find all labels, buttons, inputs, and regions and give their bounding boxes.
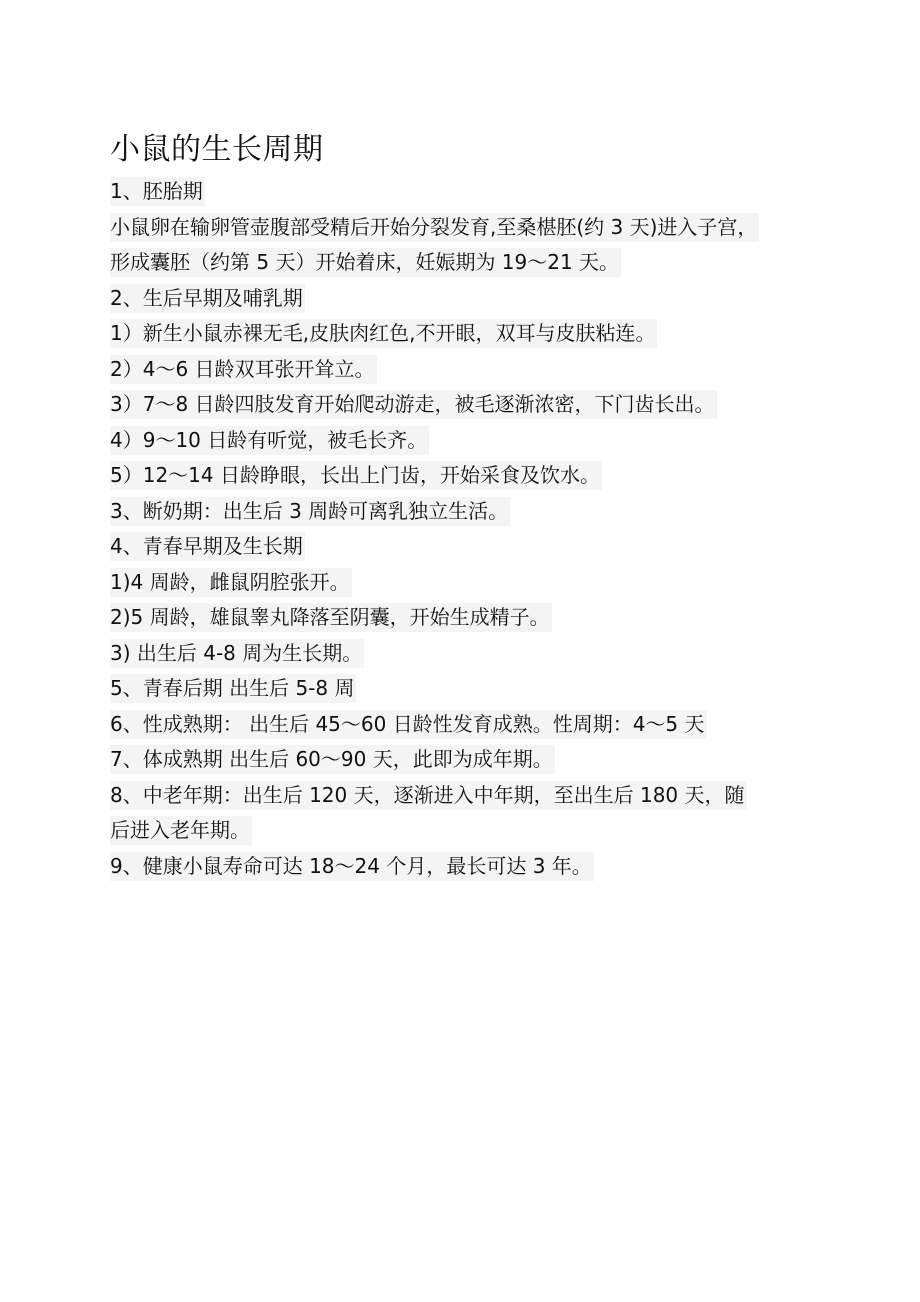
line-text: 1)4 周龄，雌鼠阴腔张开。 (110, 568, 352, 597)
list-item (110, 316, 830, 352)
line-text: 2）4～6 日龄双耳张开耸立。 (110, 355, 377, 384)
line-text: 1、胚胎期 (110, 177, 205, 206)
page-title: 小鼠的生长周期 (110, 132, 324, 167)
line-text: 形成囊胚（约第 5 天）开始着床，妊娠期为 19～21 天。 (110, 248, 621, 277)
list-item (110, 600, 830, 636)
section-heading-old-age (110, 778, 830, 814)
paragraph-line (110, 210, 830, 246)
list-item (110, 352, 830, 388)
list-item (110, 636, 830, 672)
line-text: 3) 出生后 4-8 周为生长期。 (110, 639, 364, 668)
section-heading-embryo (110, 174, 830, 210)
line-text: 3、断奶期：出生后 3 周龄可离乳独立生活。 (110, 497, 510, 526)
document-page (110, 128, 830, 884)
section-heading-sexual-maturity (110, 707, 830, 743)
section-heading-puberty (110, 529, 830, 565)
paragraph-line (110, 813, 830, 849)
line-text: 4）9～10 日龄有听觉，被毛长齐。 (110, 426, 429, 455)
line-text: 4、青春早期及生长期 (110, 532, 305, 561)
section-heading-late-puberty (110, 671, 830, 707)
line-text: 小鼠卵在输卵管壶腹部受精后开始分裂发育,至桑椹胚(约 3 天)进入子宫， (110, 213, 759, 242)
line-text: 后进入老年期。 (110, 816, 252, 845)
section-heading-body-maturity (110, 742, 830, 778)
line-text: 3）7～8 日龄四肢发育开始爬动游走，被毛逐渐浓密，下门齿长出。 (110, 390, 717, 419)
section-heading-early-life (110, 281, 830, 317)
line-text: 2、生后早期及哺乳期 (110, 284, 305, 313)
list-item (110, 423, 830, 459)
list-item (110, 387, 830, 423)
line-text: 9、健康小鼠寿命可达 18～24 个月，最长可达 3 年。 (110, 852, 594, 881)
section-heading-lifespan (110, 849, 830, 885)
section-heading-weaning (110, 494, 830, 530)
list-item (110, 565, 830, 601)
line-text: 6、性成熟期： 出生后 45～60 日龄性发育成熟。性周期：4～5 天 (110, 710, 707, 739)
line-text: 7、体成熟期 出生后 60～90 天，此即为成年期。 (110, 745, 555, 774)
line-text: 5、青春后期 出生后 5-8 周 (110, 674, 356, 703)
line-text: 8、中老年期：出生后 120 天，逐渐进入中年期，至出生后 180 天，随 (110, 781, 747, 810)
line-text: 2)5 周龄，雄鼠睾丸降落至阴囊，开始生成精子。 (110, 603, 552, 632)
line-text: 5）12～14 日龄睁眼，长出上门齿，开始采食及饮水。 (110, 461, 602, 490)
paragraph-line (110, 245, 830, 281)
list-item (110, 458, 830, 494)
line-text: 1）新生小鼠赤裸无毛,皮肤肉红色,不开眼，双耳与皮肤粘连。 (110, 319, 657, 348)
